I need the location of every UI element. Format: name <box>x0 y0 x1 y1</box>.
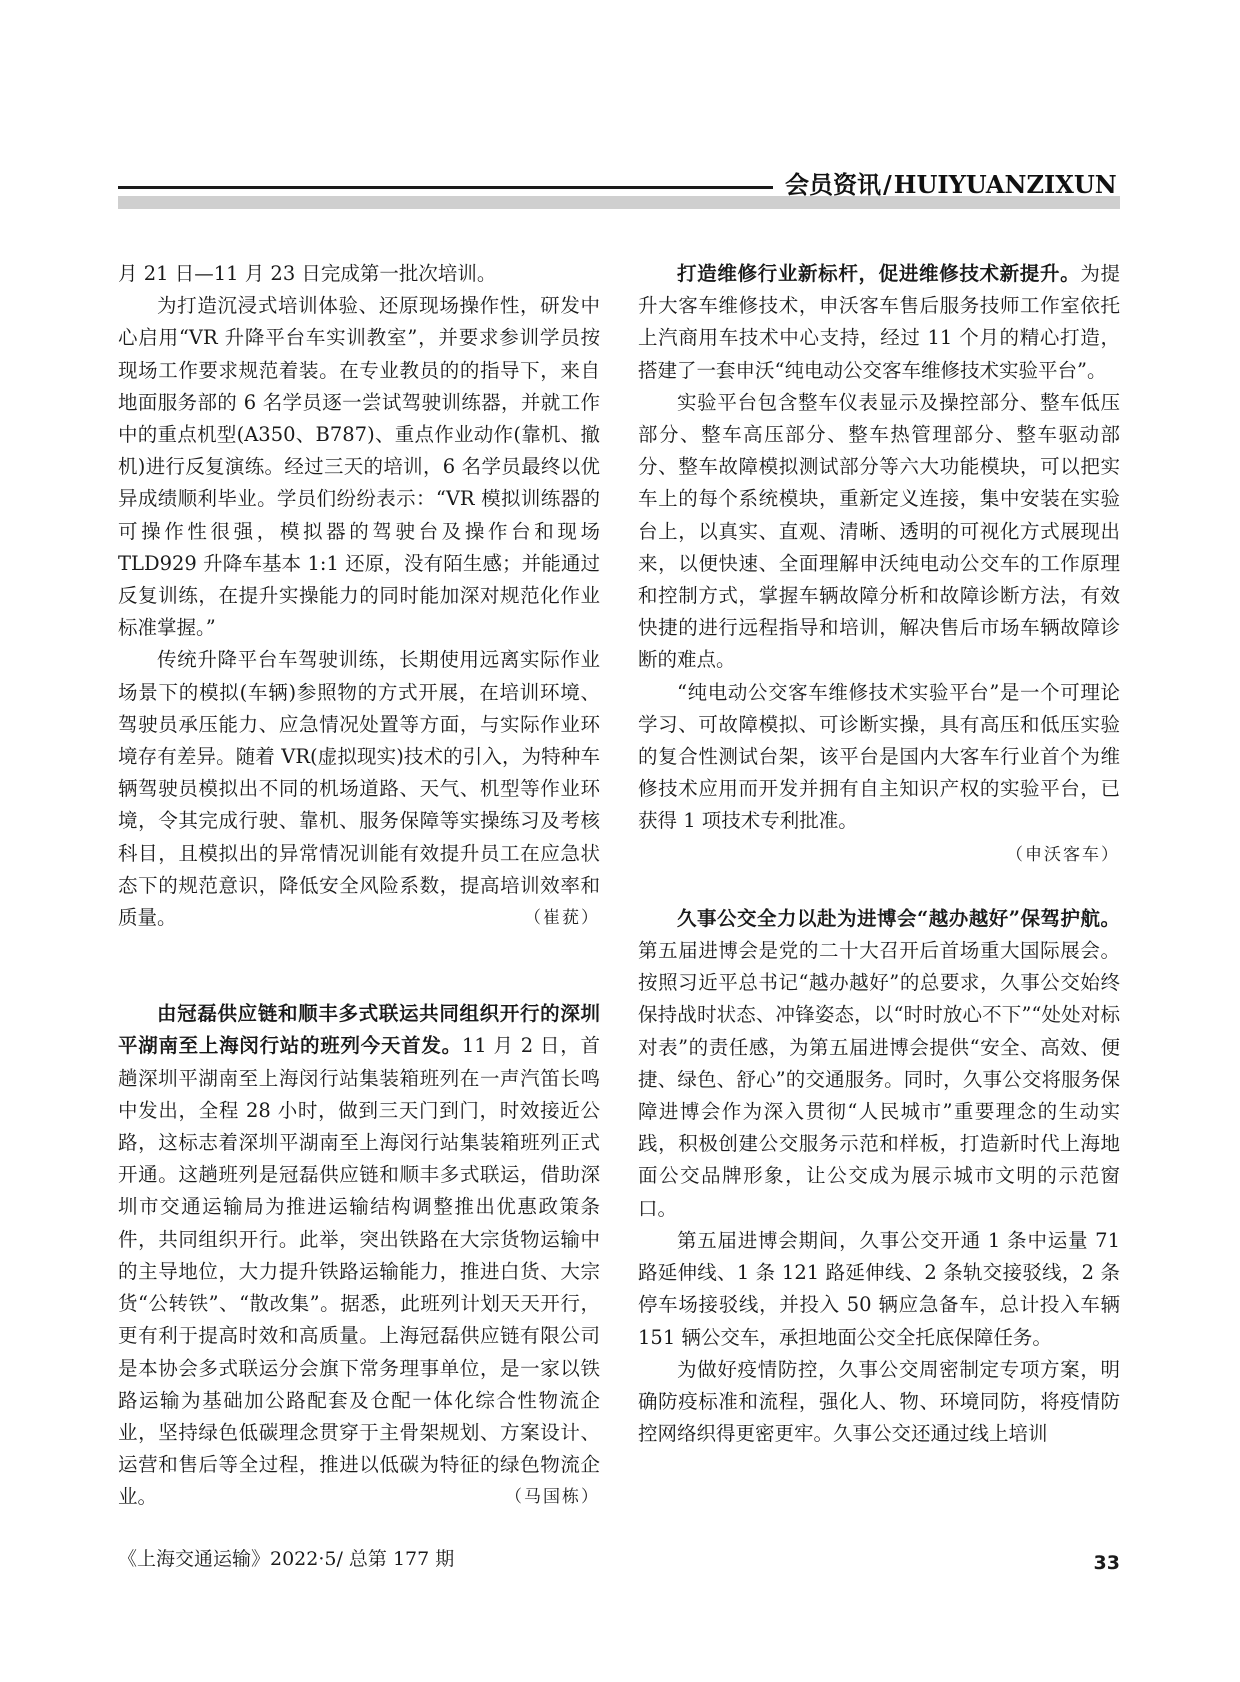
section-title-cn: 会员资讯 <box>785 170 881 199</box>
article-paragraph <box>638 903 1120 1225</box>
right-column <box>638 258 1120 1450</box>
article-text: 传统升降平台车驾驶训练，长期使用远离实际作业场景下的模拟(车辆)参照物的方式开展，在培训环境、驾驶员承压能力、应急情况处置等方面，与实际作业环境存有差异。随着 VR(虚拟现实)技术的引入，为特种车辆驾驶员模拟出不同的机场道路、天气、机型等作业环境，令其完成行驶、靠机、服务保障等实操练习及考核科目，且模拟出的异常情况训能有效提升员工在应急状态下的规范意识，降低安全风险系数，提高培训效率和质量。 <box>118 648 600 930</box>
article-paragraph: 为打造沉浸式培训体验、还原现场操作性，研发中心启用“VR 升降平台车实训教室”，并要求参训学员按现场工作要求规范着装。在专业教员的的指导下，来自地面服务部的 6 名学员逐一尝试驾驶训练器，并就工作中的重点机型(A350、B787)、重点作业动作(靠机、撤机)进行反复演练。经过三天的培训，6 名学员最终以优异成绩顺利毕业。学员们纷纷表示：“VR 模拟训练器的可操作性很强，模拟器的驾驶台及操作台和现场 TLD929 升降车基本 1:1 还原，没有陌生感；并能通过反复训练，在提升实操能力的同时能加深对规范化作业标准掌握。” <box>118 294 600 640</box>
article-text: 11 月 2 日，首趟深圳平湖南至上海闵行站集装箱班列在一声汽笛长鸣中发出，全程 28 小时，做到三天门到门，时效接近公路，这标志着深圳平湖南至上海闵行站集装箱班列正式开通。这趟班列是冠磊供应链和顺丰多式联运，借助深圳市交通运输局为推进运输结构调整推出优惠政策条件，共同组织开行。此举，突出铁路在大宗货物运输中的主导地位，大力提升铁路运输能力，推进白货、大宗货“公转铁”、“散改集”。据悉，此班列计划天天开行，更有利于提高时效和高质量。上海冠磊供应链有限公司是本协会多式联运分会旗下常务理事单位，是一家以铁路运输为基础加公路配套及仓配一体化综合性物流企业，坚持绿色低碳理念贯穿于主骨架规划、方案设计、运营和售后等全过程，推进以低碳为特征的绿色物流企业。 <box>118 1034 600 1509</box>
section-title-en: HUIYUANZIXUN <box>893 170 1117 199</box>
article-paragraph <box>118 998 600 1513</box>
article-paragraph: 为做好疫情防控，久事公交周密制定专项方案，明确防疫标准和流程，强化人、物、环境同防，将疫情防控网络织得更密更牢。久事公交还通过线上培训 <box>638 1357 1120 1446</box>
journal-citation: 《上海交通运输》2022·5/ 总第 177 期 <box>118 1548 455 1570</box>
page-number: 33 <box>1093 1552 1120 1574</box>
header-rule <box>118 186 773 189</box>
author-signature: （马国栋） <box>505 1487 600 1508</box>
article-paragraph: 第五届进博会期间，久事公交开通 1 条中运量 71 路延伸线、1 条 121 路延伸线、2 条轨交接驳线，2 条停车场接驳线，并投入 50 辆应急备车，总计投入车辆 151 辆公交车，承担地面公交全托底保障任务。 <box>638 1228 1120 1349</box>
article-lead: 由冠磊供应链和顺丰多式联运共同组织开行的深圳平湖南至上海闵行站的班列今天首发。 <box>118 1002 600 1058</box>
author-signature: （申沃客车） <box>1006 844 1120 865</box>
article-paragraph <box>118 644 600 934</box>
article-paragraph <box>638 258 1120 387</box>
article-paragraph: 实验平台包含整车仪表显示及操控部分、整车低压部分、整车高压部分、整车热管理部分、整车驱动部分、整车故障模拟测试部分等六大功能模块，可以把实车上的每个系统模块，重新定义连接，集中安装在实验台上，以真实、直观、清晰、透明的可视化方式展现出来，以便快速、全面理解申沃纯电动公交车的工作原理和控制方式，掌握车辆故障分析和故障诊断方法，有效快捷的进行远程指导和培训，解决售后市场车辆故障诊断的难点。 <box>638 390 1120 672</box>
article-gap <box>638 871 1120 903</box>
author-signature: （崔莸） <box>524 908 600 929</box>
section-header <box>785 170 1123 200</box>
article-lead: 久事公交全力以赴为进博会“越办越好”保驾护航。 <box>677 906 1120 930</box>
article-gap <box>118 934 600 966</box>
left-column <box>118 258 600 1514</box>
author-signature-line <box>638 838 1120 871</box>
section-separator: / <box>883 170 892 199</box>
article-text: 为提升大客车维修技术，申沃客车售后服务技师工作室依托上汽商用车技术中心支持，经过 11 个月的精心打造，搭建了一套申沃“纯电动公交客车维修技术实验平台”。 <box>638 262 1120 382</box>
article-paragraph: “纯电动公交客车维修技术实验平台”是一个可理论学习、可故障模拟、可诊断实操，具有高压和低压实验的复合性测试台架，该平台是国内大客车行业首个为维修技术应用而开发并拥有自主知识产权的实验平台，已获得 1 项技术专利批准。 <box>638 680 1120 833</box>
article-paragraph: 月 21 日—11 月 23 日完成第一批次培训。 <box>118 262 497 285</box>
article-text: 第五届进博会是党的二十大召开后首场重大国际展会。按照习近平总书记“越办越好”的总要求，久事公交始终保持战时状态、冲锋姿态，以“时时放心不下”“处处对标对表”的责任感，为第五届进博会提供“安全、高效、便捷、绿色、舒心”的交通服务。同时，久事公交将服务保障进博会作为深入贯彻“人民城市”重要理念的生动实践，积极创建公交服务示范和样板，打造新时代上海地面公交品牌形象，让公交成为展示城市文明的示范窗口。 <box>638 939 1120 1220</box>
article-lead: 打造维修行业新标杆，促进维修技术新提升。 <box>677 262 1081 285</box>
article-gap <box>118 966 600 998</box>
